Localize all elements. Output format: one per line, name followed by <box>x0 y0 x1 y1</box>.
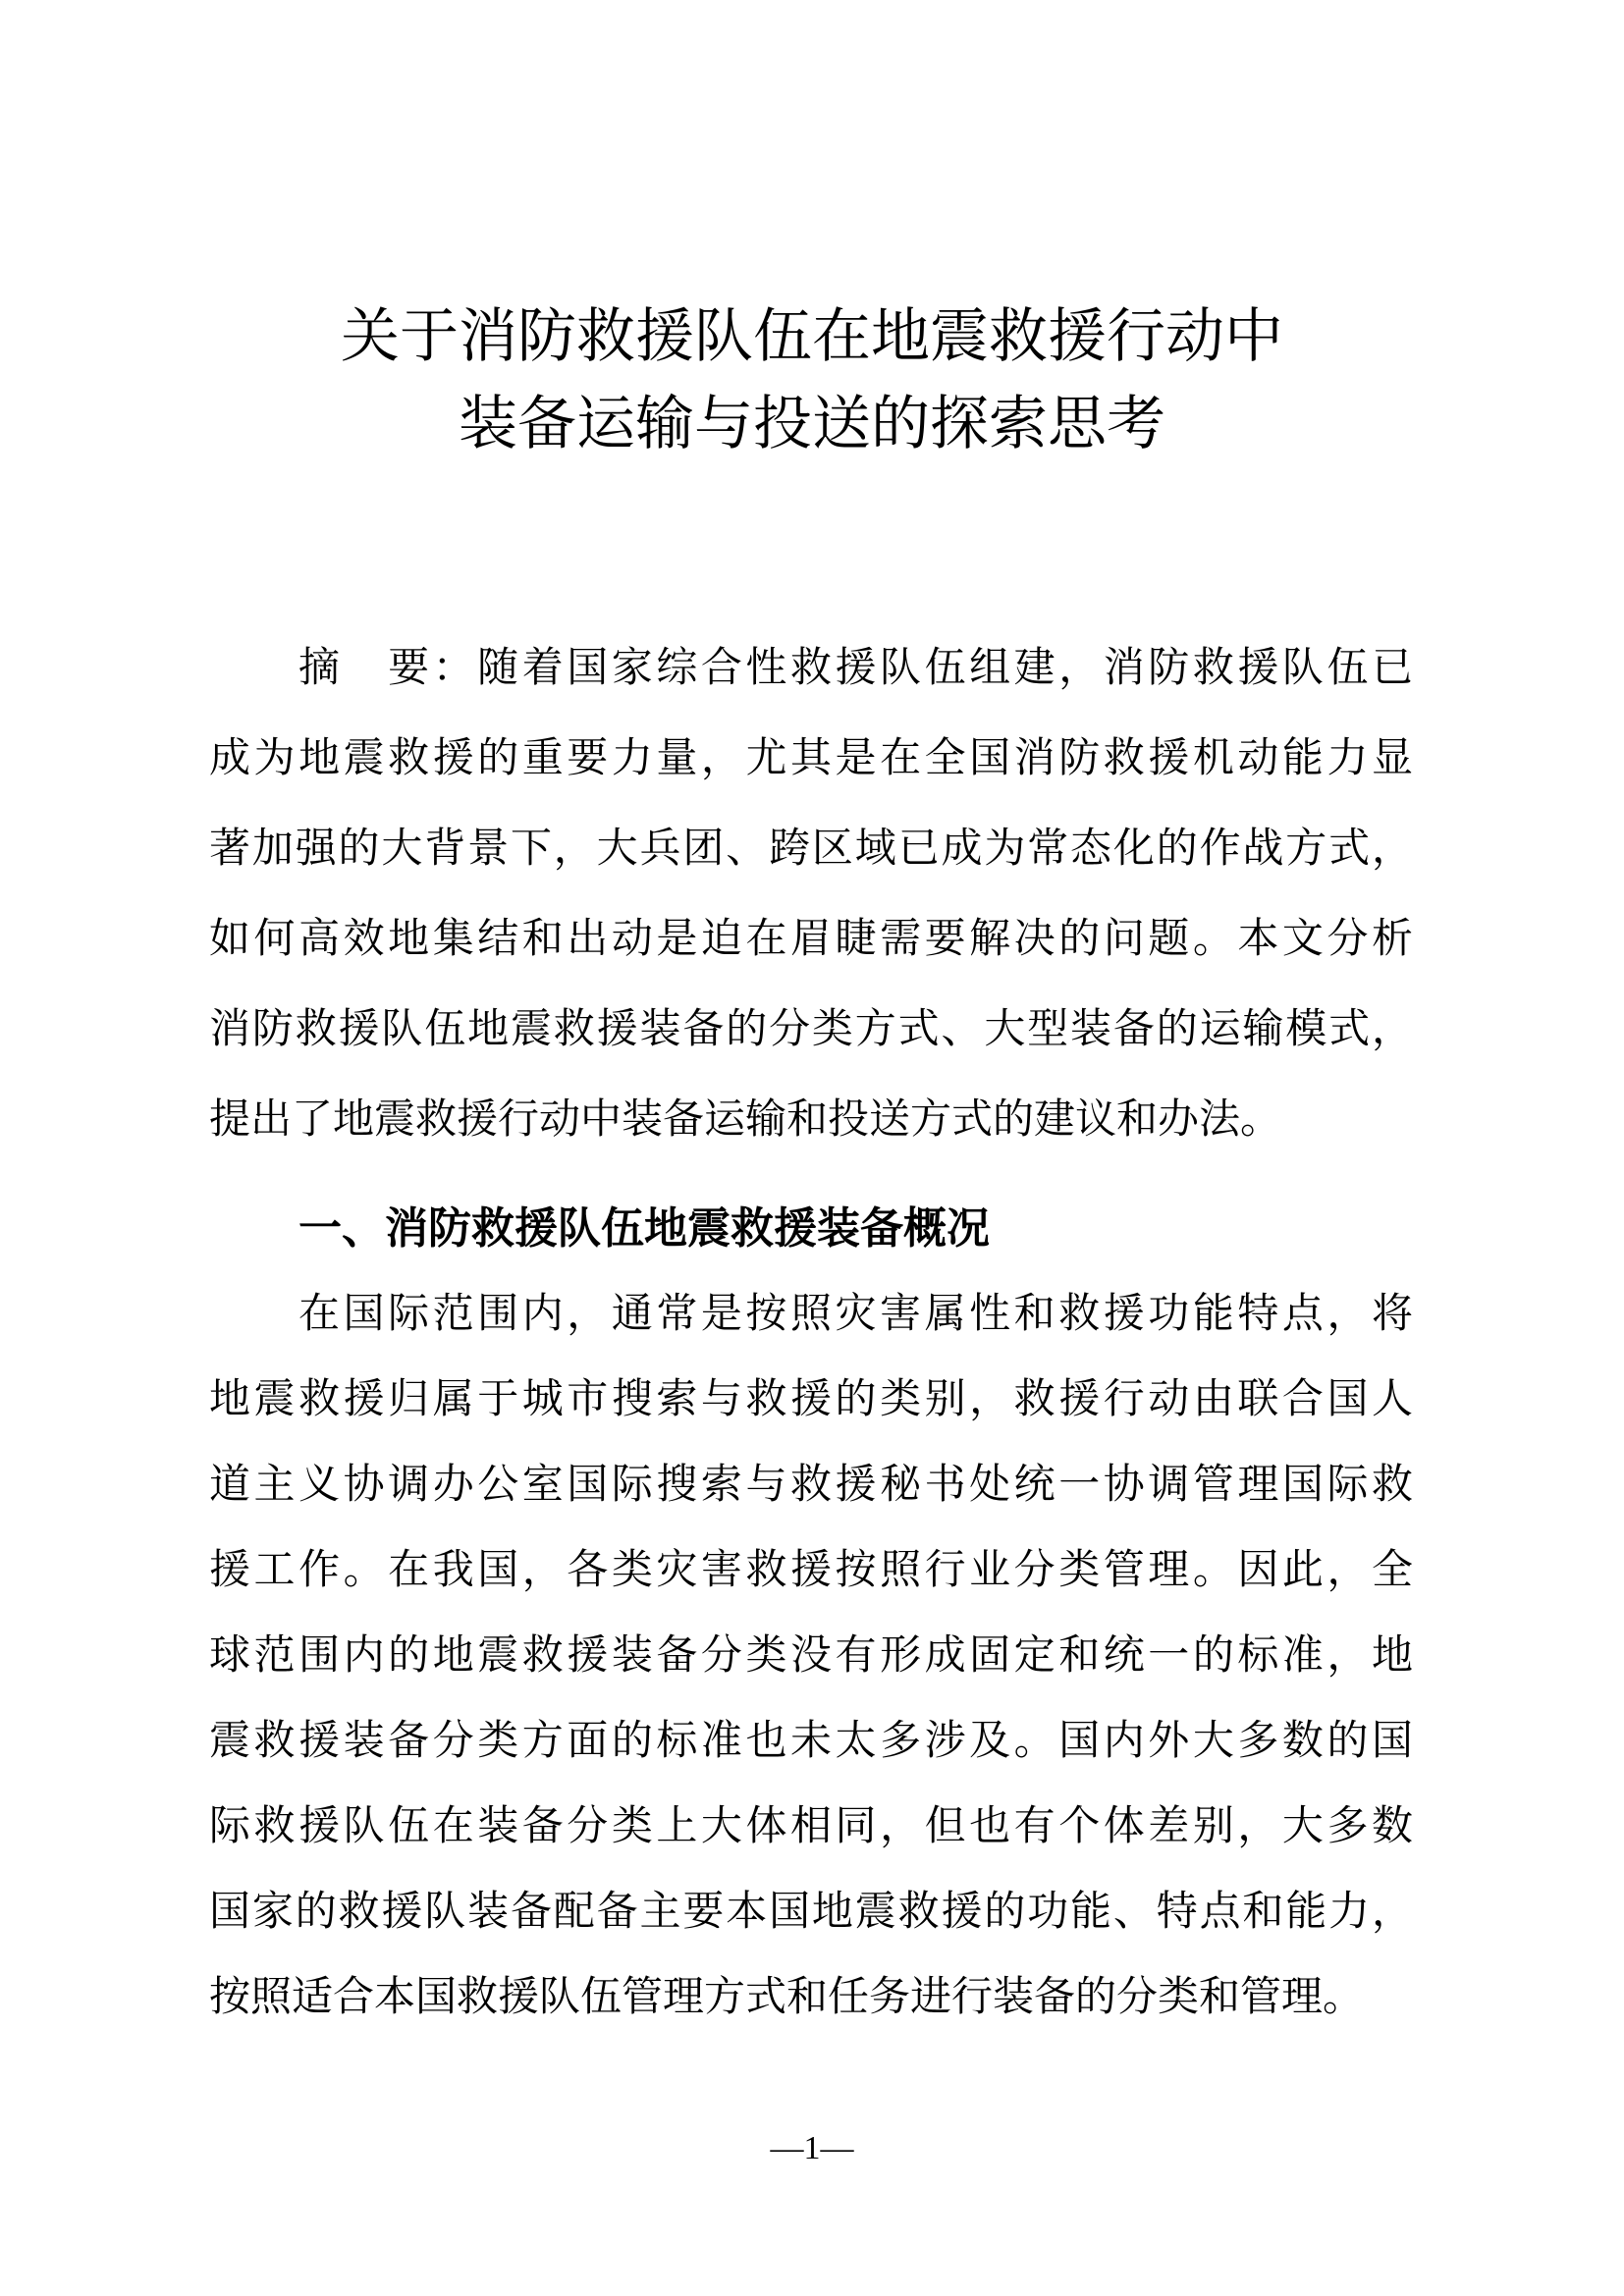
abstract-line: 著加强的大背景下，大兵团、跨区域已成为常态化的作战方式， <box>209 824 1413 872</box>
body-line: 球范围内的地震救援装备分类没有形成固定和统一的标准，地 <box>209 1630 1413 1679</box>
document-title-line-1: 关于消防救援队伍在地震救援行动中 <box>341 302 1283 371</box>
abstract-line: 摘 要：随着国家综合性救援队伍组建，消防救援队伍已 <box>298 643 1413 691</box>
abstract-line: 成为地震救援的重要力量，尤其是在全国消防救援机动能力显 <box>209 733 1413 781</box>
page-number: —1— <box>770 2130 854 2166</box>
body-line: 按照适合本国救援队伍管理方式和任务进行装备的分类和管理。 <box>209 1972 1365 2020</box>
body-line: 援工作。在我国，各类灾害救援按照行业分类管理。因此，全 <box>209 1545 1413 1593</box>
body-line: 际救援队伍在装备分类上大体相同，但也有个体差别，大多数 <box>209 1801 1413 1849</box>
body-line: 地震救援归属于城市搜索与救援的类别，救援行动由联合国人 <box>209 1374 1413 1422</box>
abstract-line: 如何高效地集结和出动是迫在眉睫需要解决的问题。本文分析 <box>209 914 1413 962</box>
abstract-line: 消防救援队伍地震救援装备的分类方式、大型装备的运输模式， <box>209 1004 1413 1052</box>
section-heading: 一、消防救援队伍地震救援装备概况 <box>298 1203 990 1254</box>
abstract-line: 提出了地震救援行动中装备运输和投送方式的建议和办法。 <box>209 1095 1282 1143</box>
body-line: 震救援装备分类方面的标准也未太多涉及。国内外大多数的国 <box>209 1716 1413 1764</box>
body-line: 国家的救援队装备配备主要本国地震救援的功能、特点和能力， <box>209 1887 1413 1935</box>
body-line: 在国际范围内，通常是按照灾害属性和救援功能特点，将 <box>298 1289 1413 1337</box>
document-title-line-2: 装备运输与投送的探索思考 <box>459 390 1165 458</box>
body-line: 道主义协调办公室国际搜索与救援秘书处统一协调管理国际救 <box>209 1460 1413 1508</box>
